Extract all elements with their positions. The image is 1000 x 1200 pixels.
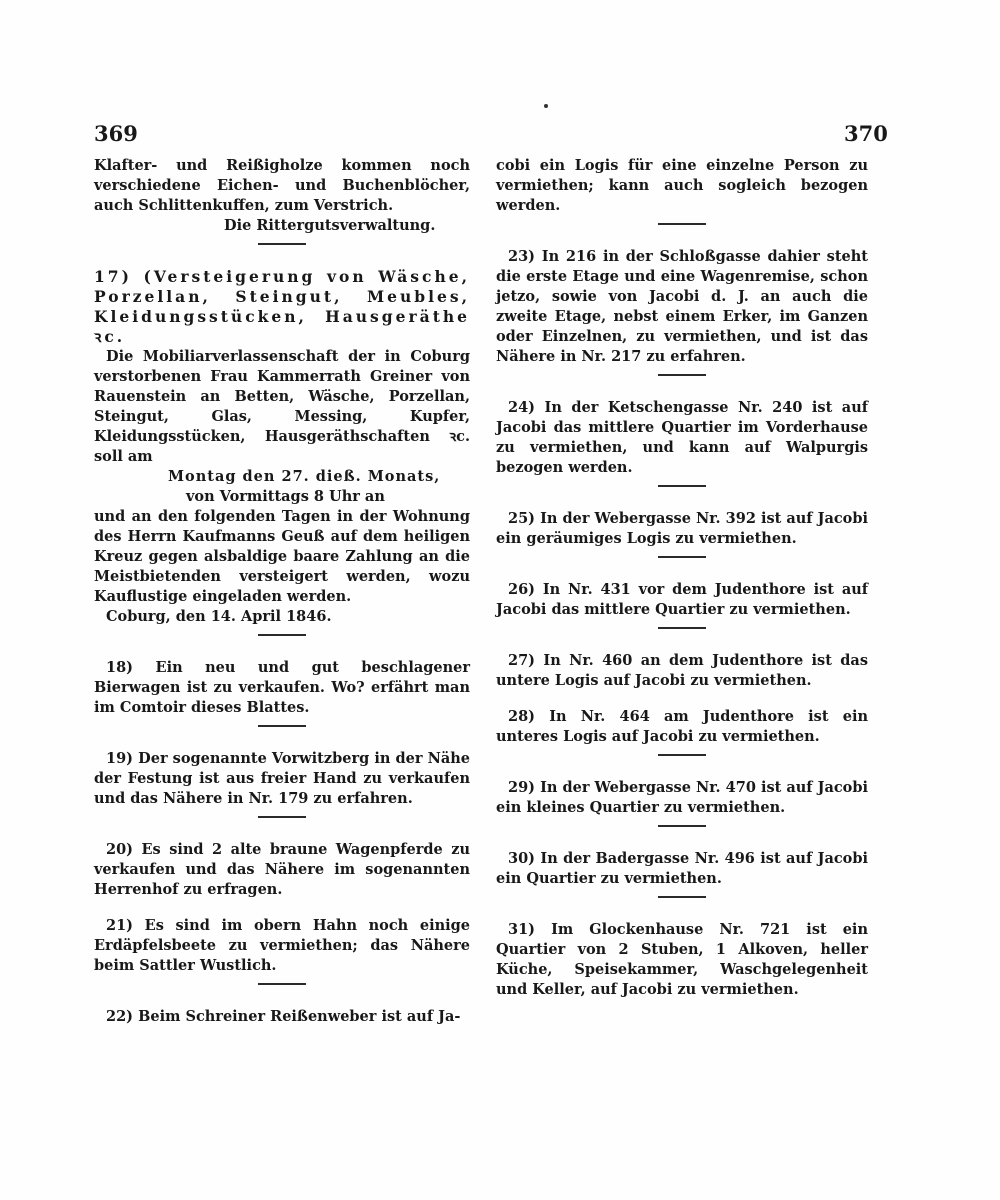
- left-column: [94, 156, 470, 1027]
- right-column: [496, 156, 868, 1000]
- ad-21: 21) Es sind im obern Hahn noch einige Erdäpfelsbeete zu vermiethen; das Nähere beim Sattler Wustlich.: [94, 917, 470, 974]
- separator-rule: [258, 725, 306, 727]
- page-number-left: 369: [94, 121, 138, 146]
- ad-17-time: von Vormittags 8 Uhr an: [186, 488, 385, 505]
- separator-rule: [258, 243, 306, 245]
- separator-rule: [258, 983, 306, 985]
- notice-continuation: Klafter- und Reißigholze kommen noch verschiedene Eichen- und Buchenblöcher, auch Schlittenkuffen, zum Verstrich.: [94, 157, 470, 214]
- ad-22: 22) Beim Schreiner Reißenweber ist auf Ja-: [106, 1008, 461, 1025]
- ad-24: 24) In der Ketschengasse Nr. 240 ist auf Jacobi das mittlere Quartier im Vorderhause zu vermiethen, und kann auf Walpurgis bezogen werden.: [496, 399, 868, 476]
- ad-17-body-continued: und an den folgenden Tagen in der Wohnung des Herrn Kaufmanns Geuß auf dem heiligen Kreuz gegen alsbaldige baare Zahlung an die Meistbietenden versteigert werden, wozu Kauflustige eingeladen werden.: [94, 508, 470, 605]
- ad-25: 25) In der Webergasse Nr. 392 ist auf Jacobi ein geräumiges Logis zu vermiethen.: [496, 510, 868, 547]
- ad-28: 28) In Nr. 464 am Judenthore ist ein unteres Logis auf Jacobi zu vermiethen.: [496, 708, 868, 745]
- ad-19: 19) Der sogenannte Vorwitzberg in der Nähe der Festung ist aus freier Hand zu verkaufen und das Nähere in Nr. 179 zu erfahren.: [94, 750, 470, 807]
- separator-rule: [658, 825, 706, 827]
- separator-rule: [258, 816, 306, 818]
- separator-rule: [658, 223, 706, 225]
- ad-17-body: Die Mobiliarverlassenschaft der in Coburg verstorbenen Frau Kammerrath Greiner von Rauenstein an Betten, Wäsche, Porzellan, Steingut, Glas, Messing, Kupfer, Kleidungsstücken, Hausgeräthschaften ꝛc. soll am: [94, 348, 470, 465]
- separator-rule: [658, 896, 706, 898]
- separator-rule: [258, 634, 306, 636]
- separator-rule: [658, 556, 706, 558]
- ad-23: 23) In 216 in der Schloßgasse dahier steht die erste Etage und eine Wagenremise, schon jetzo, sowie von Jacobi d. J. an auch die zweite Etage, nebst einem Erker, im Ganzen oder Einzelnen, zu vermiethen, und ist das Nähere in Nr. 217 zu erfahren.: [496, 248, 868, 365]
- ad-17-title: 17) (Versteigerung von Wäsche, Porzellan, Steingut, Meubles, Kleidungsstücken, Hausgeräthe ꝛc.: [94, 267, 470, 346]
- ad-31: 31) Im Glockenhause Nr. 721 ist ein Quartier von 2 Stuben, 1 Alkoven, heller Küche, Speisekammer, Waschgelegenheit und Keller, auf Jacobi zu vermiethen.: [496, 921, 868, 998]
- ad-26: 26) In Nr. 431 vor dem Judenthore ist auf Jacobi das mittlere Quartier zu vermiethen.: [496, 581, 868, 618]
- separator-rule: [658, 374, 706, 376]
- separator-rule: [658, 627, 706, 629]
- separator-rule: [658, 485, 706, 487]
- ad-17-date: Montag den 27. dieß. Monats,: [168, 468, 441, 485]
- ad-30: 30) In der Badergasse Nr. 496 ist auf Jacobi ein Quartier zu vermiethen.: [496, 850, 868, 887]
- ad-20: 20) Es sind 2 alte braune Wagenpferde zu verkaufen und das Nähere im sogenannten Herrenhof zu erfragen.: [94, 841, 470, 898]
- ad-18: 18) Ein neu und gut beschlagener Bierwagen ist zu verkaufen. Wo? erfährt man im Comtoir dieses Blattes.: [94, 659, 470, 716]
- ad-27: 27) In Nr. 460 an dem Judenthore ist das untere Logis auf Jacobi zu vermiethen.: [496, 652, 868, 689]
- separator-rule: [658, 754, 706, 756]
- ink-speck: [544, 104, 548, 108]
- notice-signature: Die Rittergutsverwaltung.: [224, 217, 436, 234]
- ad-17-place-date: Coburg, den 14. April 1846.: [106, 608, 332, 625]
- page-number-right: 370: [844, 121, 888, 146]
- ad-22-continued: cobi ein Logis für eine einzelne Person zu vermiethen; kann auch sogleich bezogen werden.: [496, 157, 868, 214]
- ad-29: 29) In der Webergasse Nr. 470 ist auf Jacobi ein kleines Quartier zu vermiethen.: [496, 779, 868, 816]
